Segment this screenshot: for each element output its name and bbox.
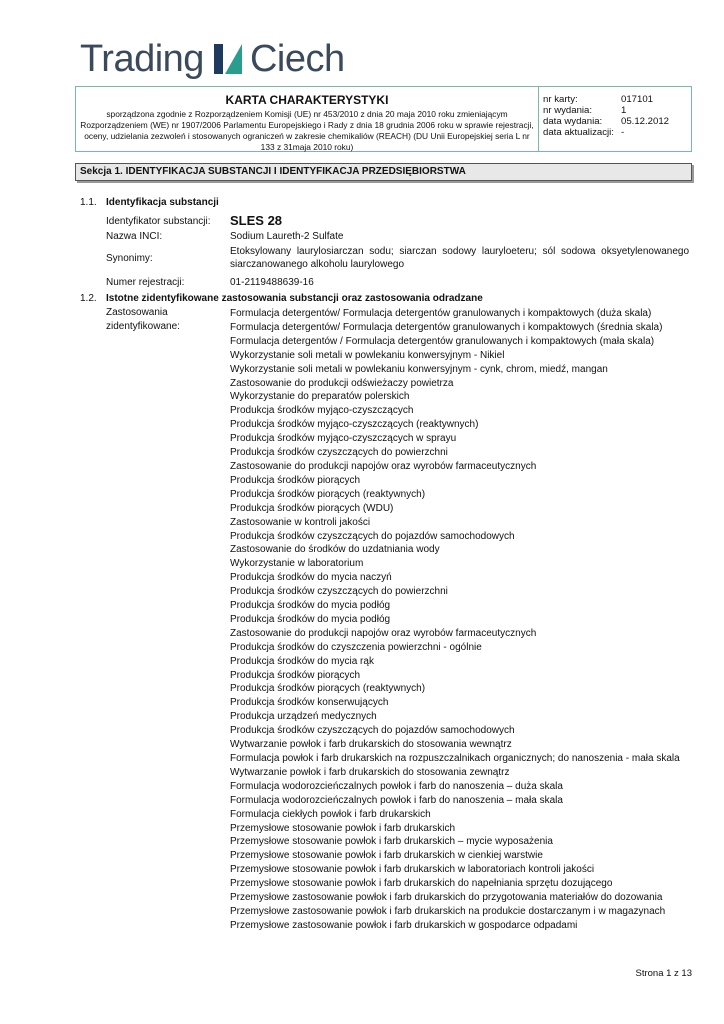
- meta-row-edition: [543, 105, 691, 116]
- list-item: Formulacja detergentów / Formulacja detergentów granulowanych i kompaktowych (mała skala): [230, 335, 655, 347]
- list-item: Przemysłowe stosowanie powłok i farb drukarskich w laboratoriach kontroli jakości: [230, 864, 595, 876]
- list-item: Przemysłowe stosowanie powłok i farb drukarskich w cienkiej warstwie: [230, 850, 543, 862]
- subsection-number-1-2: 1.2.: [80, 293, 97, 304]
- identified-uses-list: [230, 307, 680, 933]
- identifier-label: Identyfikator substancji:: [106, 216, 211, 227]
- list-item: Przemysłowe zastosowanie powłok i farb drukarskich na produkcie dostarczanym i w magazynach: [230, 905, 666, 917]
- synonyms-label: Synonimy:: [106, 253, 153, 264]
- meta-key: data aktualizacji:: [543, 127, 614, 138]
- list-item: Produkcja środków czyszczących do pojazdów samochodowych: [230, 530, 515, 542]
- list-item: Produkcja urządzeń medycznych: [230, 711, 377, 723]
- meta-value: 017101: [621, 94, 654, 105]
- list-item: Wykorzystanie w laboratorium: [230, 558, 364, 570]
- list-item: Formulacja powłok i farb drukarskich na rozpuszczalnikach organicznych; do nanoszenia - mała skala: [230, 753, 680, 764]
- meta-row-issue-date: [543, 116, 691, 127]
- document-header: [75, 86, 692, 152]
- list-item: Produkcja środków piorących (reaktywnych): [230, 683, 426, 695]
- list-item: Formulacja wodorozcieńczalnych powłok i farb do nanoszenia – mała skala: [230, 794, 563, 806]
- logo-text-trading: Trading: [80, 37, 204, 80]
- list-item: Wytwarzanie powłok i farb drukarskich do stosowania wewnątrz: [230, 739, 512, 751]
- list-item: Formulacja detergentów/ Formulacja detergentów granulowanych i kompaktowych (duża skala): [230, 308, 652, 319]
- list-item: Produkcja środków czyszczących do powierzchni: [230, 586, 448, 598]
- document-title: KARTA CHARAKTERYSTYKI: [225, 93, 389, 107]
- list-item: Produkcja środków myjąco-czyszczących (reaktywnych): [230, 419, 479, 431]
- list-item: Produkcja środków do mycia podłóg: [230, 613, 391, 625]
- logo-mark-icon: [214, 42, 242, 76]
- list-item: Zastosowanie do produkcji odświeżaczy powietrza: [230, 377, 454, 389]
- meta-row-update-date: [543, 127, 691, 138]
- list-item: Wykorzystanie do preparatów polerskich: [230, 391, 410, 403]
- list-item: Produkcja środków piorących (reaktywnych): [230, 488, 426, 500]
- meta-value: 05.12.2012: [621, 116, 670, 127]
- registration-value: 01-2119488639-16: [230, 277, 314, 288]
- meta-row-card-number: [543, 94, 691, 105]
- list-item: Przemysłowe zastosowanie powłok i farb drukarskich do przygotowania materiałów do dozowania: [230, 892, 663, 904]
- inci-label: Nazwa INCI:: [106, 231, 163, 242]
- uses-label-line-2: zidentyfikowane:: [106, 321, 180, 332]
- list-item: Przemysłowe stosowanie powłok i farb drukarskich: [230, 822, 456, 834]
- list-item: Produkcja środków do czyszczenia powierzchni - ogólnie: [230, 641, 482, 653]
- meta-value: -: [621, 127, 625, 138]
- list-item: Produkcja środków czyszczących do pojazdów samochodowych: [230, 725, 515, 737]
- synonyms-value: Etoksylowany laurylosiarczan sodu; siarczan sodowy lauryloeteru; sól sodowa oksyetylenowanego siarczanowanego alkoholu laurylowego: [230, 246, 689, 270]
- meta-key: data wydania:: [543, 116, 603, 127]
- list-item: Produkcja środków czyszczących do powierzchni: [230, 447, 448, 459]
- list-item: Wykorzystanie soli metali w powlekaniu konwersyjnym - Nikiel: [230, 349, 505, 361]
- subsection-heading-1-1: Identyfikacja substancji: [106, 197, 219, 208]
- company-logo: [80, 38, 345, 80]
- list-item: Wytwarzanie powłok i farb drukarskich do stosowania zewnątrz: [230, 766, 510, 778]
- list-item: Produkcja środków konserwujących: [230, 697, 389, 709]
- header-title-block: [76, 87, 539, 151]
- list-item: Zastosowanie do produkcji napojów oraz wyrobów farmaceutycznych: [230, 627, 537, 639]
- registration-label: Numer rejestracji:: [106, 277, 185, 288]
- list-item: Formulacja detergentów/ Formulacja detergentów granulowanych i kompaktowych (średnia skala): [230, 321, 663, 333]
- list-item: Zastosowanie do produkcji napojów oraz wyrobów farmaceutycznych: [230, 460, 537, 472]
- list-item: Przemysłowe zastosowanie powłok i farb drukarskich w gospodarce odpadami: [230, 919, 578, 931]
- list-item: Produkcja środków piorących: [230, 669, 361, 681]
- list-item: Przemysłowe stosowanie powłok i farb drukarskich – mycie wyposażenia: [230, 836, 553, 848]
- subsection-heading-1-2: Istotne zidentyfikowane zastosowania substancji oraz zastosowania odradzane: [106, 293, 483, 304]
- uses-label-line-1: Zastosowania: [106, 307, 168, 318]
- list-item: Formulacja wodorozcieńczalnych powłok i farb do nanoszenia – duża skala: [230, 780, 563, 792]
- header-meta: [539, 87, 691, 151]
- list-item: Produkcja środków do mycia rąk: [230, 655, 374, 667]
- page-number: Strona 1 z 13: [635, 968, 692, 979]
- list-item: Przemysłowe stosowanie powłok i farb drukarskich do napełniania sprzętu dozującego: [230, 878, 613, 890]
- meta-value: 1: [621, 105, 627, 116]
- regulation-description: sporządzona zgodnie z Rozporządzeniem Komisji (UE) nr 453/2010 z dnia 20 maja 2010 roku zmieniającym Rozporządzeniem (WE) nr 1907/2006 Parlamentu Europejskiego i Rady z dnia 18 grudnia 2006 roku w sprawie rejestracji, oceny, udzielania zezwoleń i stosowanych ograniczeń w zakresie chemikaliów (REACH) (DU Unii Europejskiej seria L nr 133 z 31maja 2010 roku): [80, 109, 534, 152]
- meta-key: nr karty:: [543, 94, 578, 105]
- list-item: Produkcja środków myjąco-czyszczących w sprayu: [230, 433, 457, 445]
- list-item: Zastosowanie do środków do uzdatniania wody: [230, 544, 440, 556]
- list-item: Produkcja środków do mycia naczyń: [230, 572, 392, 584]
- list-item: Wykorzystanie soli metali w powlekaniu konwersyjnym - cynk, chrom, miedź, mangan: [230, 363, 608, 375]
- identifier-value: SLES 28: [230, 213, 283, 228]
- section-1-title: Sekcja 1. IDENTYFIKACJA SUBSTANCJI I IDENTYFIKACJA PRZEDSIĘBIORSTWA: [75, 163, 692, 181]
- meta-key: nr wydania:: [543, 105, 593, 116]
- logo-text-ciech: Ciech: [249, 37, 345, 80]
- subsection-number-1-1: 1.1.: [80, 197, 97, 208]
- list-item: Produkcja środków myjąco-czyszczących: [230, 405, 414, 417]
- list-item: Zastosowanie w kontroli jakości: [230, 516, 371, 528]
- list-item: Produkcja środków piorących (WDU): [230, 502, 394, 514]
- list-item: Formulacja ciekłych powłok i farb drukarskich: [230, 808, 431, 820]
- inci-value: Sodium Laureth-2 Sulfate: [230, 231, 344, 242]
- list-item: Produkcja środków do mycia podłóg: [230, 600, 391, 612]
- list-item: Produkcja środków piorących: [230, 474, 361, 486]
